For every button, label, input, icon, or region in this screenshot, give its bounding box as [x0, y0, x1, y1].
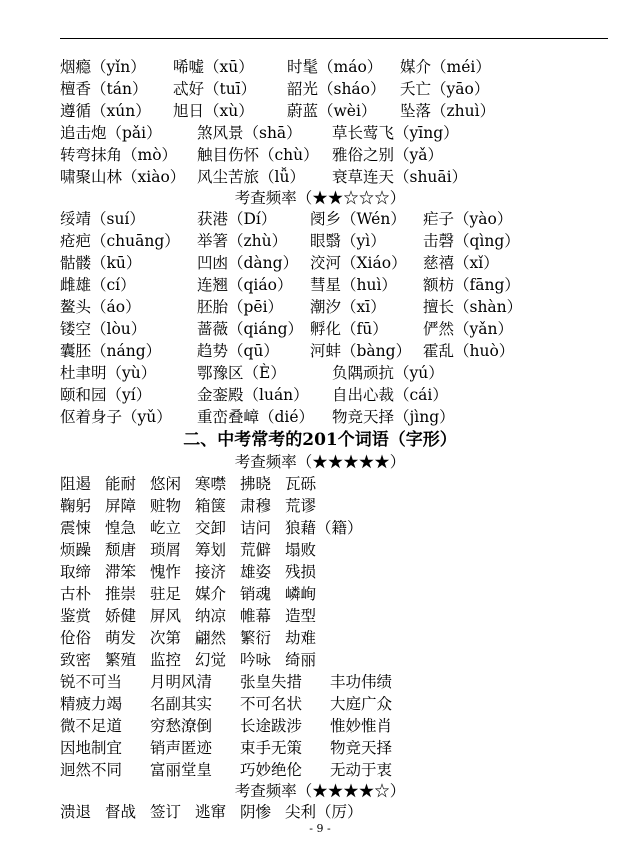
word-entry: 劫难: [285, 629, 317, 647]
word-entry: 帷幕: [240, 607, 272, 625]
idiom-entry: 无动于衷: [330, 761, 393, 779]
word-entry: 溃退: [60, 803, 92, 821]
word-entry: 萌发: [105, 629, 137, 647]
idiom-entry: 大庭广众: [330, 695, 393, 713]
word-entry: 繁殖: [105, 651, 137, 669]
idiom-entry: 精疲力竭: [60, 695, 123, 713]
word-entry: 残损: [285, 563, 317, 581]
idiom-entry: 富丽堂皇: [150, 761, 213, 779]
pinyin-entry: 转弯抹角（mò）: [60, 146, 178, 164]
word-entry: 推崇: [105, 585, 137, 603]
word-entry: 驻足: [150, 585, 182, 603]
frequency-label-5-stars: 考查频率（★★★★★）: [234, 453, 406, 471]
pinyin-entry: 金銮殿（luán）: [197, 386, 309, 404]
pinyin-entry: 草长莺飞（yīng）: [332, 124, 459, 142]
word-entry: 瓦砾: [285, 475, 317, 493]
pinyin-entry: 连翘（qiáo）: [197, 276, 293, 294]
idiom-entry: 锐不可当: [60, 673, 123, 691]
pinyin-entry: 煞风景（shā）: [197, 124, 302, 142]
idiom-entry: 巧妙绝伦: [240, 761, 303, 779]
word-entry: 幻觉: [195, 651, 227, 669]
word-entry: 督战: [105, 803, 137, 821]
pinyin-entry: 雅俗之别（yǎ）: [332, 146, 443, 164]
pinyin-entry: 囊胚（náng）: [60, 342, 162, 360]
pinyin-entry: 唏嘘（xū）: [173, 58, 254, 76]
pinyin-entry: 潮汐（xī）: [310, 298, 386, 316]
idiom-entry: 长途跋涉: [240, 717, 303, 735]
idiom-entry: 穷愁潦倒: [150, 717, 213, 735]
pinyin-entry: 彗星（huì）: [310, 276, 397, 294]
pinyin-entry: 骷髅（kū）: [60, 254, 142, 272]
pinyin-entry: 衰草连天（shuāi）: [332, 168, 468, 186]
word-entry: 能耐: [105, 475, 137, 493]
word-entry: 销魂: [240, 585, 272, 603]
word-entry: 箱箧: [195, 497, 227, 515]
idiom-entry: 不可名状: [240, 695, 303, 713]
word-entry: 狼藉（籍）: [285, 519, 363, 537]
pinyin-entry: 河蚌（bàng）: [310, 342, 412, 360]
word-entry: 接济: [195, 563, 227, 581]
word-entry: 震悚: [60, 519, 92, 537]
word-entry: 诘问: [240, 519, 272, 537]
pinyin-entry: 忒好（tuī）: [173, 80, 257, 98]
word-entry: 吟咏: [240, 651, 272, 669]
word-entry: 拂晓: [240, 475, 272, 493]
pinyin-entry: 伛着身子（yǔ）: [60, 408, 172, 426]
pinyin-entry: 蔷薇（qiáng）: [197, 320, 304, 338]
word-entry: 翩然: [195, 629, 227, 647]
header-rule: [60, 38, 608, 39]
pinyin-entry: 杜聿明（yù）: [60, 364, 157, 382]
word-entry: 肃穆: [240, 497, 272, 515]
pinyin-entry: 夭亡（yāo）: [400, 80, 490, 98]
word-entry: 嶙峋: [285, 585, 317, 603]
pinyin-entry: 霍乱（huò）: [423, 342, 515, 360]
pinyin-entry: 遵循（xún）: [60, 102, 151, 120]
idiom-entry: 物竞天择: [330, 739, 393, 757]
pinyin-entry: 雌雄（cí）: [60, 276, 136, 294]
idiom-entry: 迥然不同: [60, 761, 123, 779]
pinyin-entry: 疟子（yào）: [423, 210, 513, 228]
word-entry: 鉴赏: [60, 607, 92, 625]
word-entry: 逃窜: [195, 803, 227, 821]
word-entry: 荒僻: [240, 541, 272, 559]
pinyin-entry: 擅长（shàn）: [423, 298, 523, 316]
word-entry: 纳凉: [195, 607, 227, 625]
word-entry: 鞠躬: [60, 497, 92, 515]
pinyin-entry: 击磬（qìng）: [423, 232, 520, 250]
pinyin-entry: 啸聚山林（xiào）: [60, 168, 186, 186]
pinyin-entry: 额枋（fāng）: [423, 276, 520, 294]
idiom-entry: 束手无策: [240, 739, 303, 757]
word-entry: 颓唐: [105, 541, 137, 559]
word-entry: 雄姿: [240, 563, 272, 581]
pinyin-entry: 鄂豫区（È）: [197, 364, 286, 382]
pinyin-entry: 胚胎（pēi）: [197, 298, 284, 316]
pinyin-entry: 蔚蓝（wèi）: [287, 102, 377, 120]
pinyin-entry: 重峦叠嶂（dié）: [197, 408, 315, 426]
word-entry: 媒介: [195, 585, 227, 603]
word-entry: 惶急: [105, 519, 137, 537]
pinyin-entry: 风尘苦旅（lǚ）: [197, 168, 305, 186]
pinyin-entry: 镂空（lòu）: [60, 320, 147, 338]
word-entry: 尖利（厉）: [285, 803, 363, 821]
idiom-entry: 丰功伟绩: [330, 673, 393, 691]
idiom-entry: 月明风清: [150, 673, 213, 691]
pinyin-entry: 趋势（qū）: [197, 342, 279, 360]
idiom-entry: 因地制宜: [60, 739, 123, 757]
frequency-label-4-stars: 考查频率（★★★★☆）: [234, 782, 406, 800]
word-entry: 繁衍: [240, 629, 272, 647]
pinyin-entry: 烟瘾（yǐn）: [60, 58, 146, 76]
pinyin-entry: 慈禧（xǐ）: [423, 254, 499, 272]
page-number: - 9 -: [309, 822, 331, 835]
word-entry: 烦躁: [60, 541, 92, 559]
pinyin-entry: 追击炮（pǎi）: [60, 124, 162, 142]
word-entry: 绮丽: [285, 651, 317, 669]
pinyin-entry: 负隅顽抗（yú）: [332, 364, 444, 382]
word-entry: 屏风: [150, 607, 182, 625]
word-entry: 签订: [150, 803, 182, 821]
word-entry: 致密: [60, 651, 92, 669]
idiom-entry: 名副其实: [150, 695, 213, 713]
word-entry: 造型: [285, 607, 317, 625]
word-entry: 阻遏: [60, 475, 92, 493]
idiom-entry: 销声匿迹: [150, 739, 213, 757]
pinyin-entry: 时髦（máo）: [287, 58, 383, 76]
pinyin-entry: 坠落（zhuì）: [400, 102, 496, 120]
pinyin-entry: 孵化（fū）: [310, 320, 388, 338]
word-entry: 寒噤: [195, 475, 227, 493]
word-entry: 娇健: [105, 607, 137, 625]
word-entry: 伧俗: [60, 629, 92, 647]
section-heading: 二、中考常考的201个词语（字形）: [183, 430, 457, 450]
pinyin-entry: 媒介（méi）: [400, 58, 491, 76]
word-entry: 赃物: [150, 497, 182, 515]
pinyin-entry: 檀香（tán）: [60, 80, 148, 98]
frequency-label-2-stars: 考查频率（★★☆☆☆）: [234, 189, 406, 207]
pinyin-entry: 颐和园（yí）: [60, 386, 152, 404]
pinyin-entry: 触目伤怀（chù）: [197, 146, 319, 164]
pinyin-entry: 韶光（sháo）: [287, 80, 386, 98]
word-entry: 古朴: [60, 585, 92, 603]
pinyin-entry: 鳌头（áo）: [60, 298, 141, 316]
pinyin-entry: 物竞天择（jìng）: [332, 408, 455, 426]
idiom-entry: 惟妙惟肖: [330, 717, 393, 735]
word-entry: 次第: [150, 629, 182, 647]
pinyin-entry: 自出心裁（cái）: [332, 386, 448, 404]
pinyin-entry: 举箸（zhù）: [197, 232, 288, 250]
pinyin-entry: 凹凼（dàng）: [197, 254, 299, 272]
idiom-entry: 微不足道: [60, 717, 123, 735]
pinyin-entry: 洨河（Xiáo）: [310, 254, 407, 272]
word-entry: 悠闲: [150, 475, 182, 493]
word-entry: 屹立: [150, 519, 182, 537]
word-entry: 取缔: [60, 563, 92, 581]
word-entry: 滞笨: [105, 563, 137, 581]
word-entry: 荒谬: [285, 497, 317, 515]
word-entry: 愧怍: [150, 563, 182, 581]
pinyin-entry: 眼翳（yì）: [310, 232, 386, 250]
pinyin-entry: 旭日（xù）: [173, 102, 254, 120]
word-entry: 阴惨: [240, 803, 272, 821]
word-entry: 琐屑: [150, 541, 182, 559]
pinyin-entry: 阌乡（Wén）: [310, 210, 406, 228]
pinyin-entry: 绥靖（suí）: [60, 210, 145, 228]
pinyin-entry: 俨然（yǎn）: [423, 320, 513, 338]
word-entry: 交卸: [195, 519, 227, 537]
word-entry: 筹划: [195, 541, 227, 559]
idiom-entry: 张皇失措: [240, 673, 303, 691]
word-entry: 监控: [150, 651, 182, 669]
word-entry: 塌败: [285, 541, 317, 559]
pinyin-entry: 疮疤（chuāng）: [60, 232, 180, 250]
pinyin-entry: 获港（Dí）: [197, 210, 277, 228]
word-entry: 屏障: [105, 497, 137, 515]
